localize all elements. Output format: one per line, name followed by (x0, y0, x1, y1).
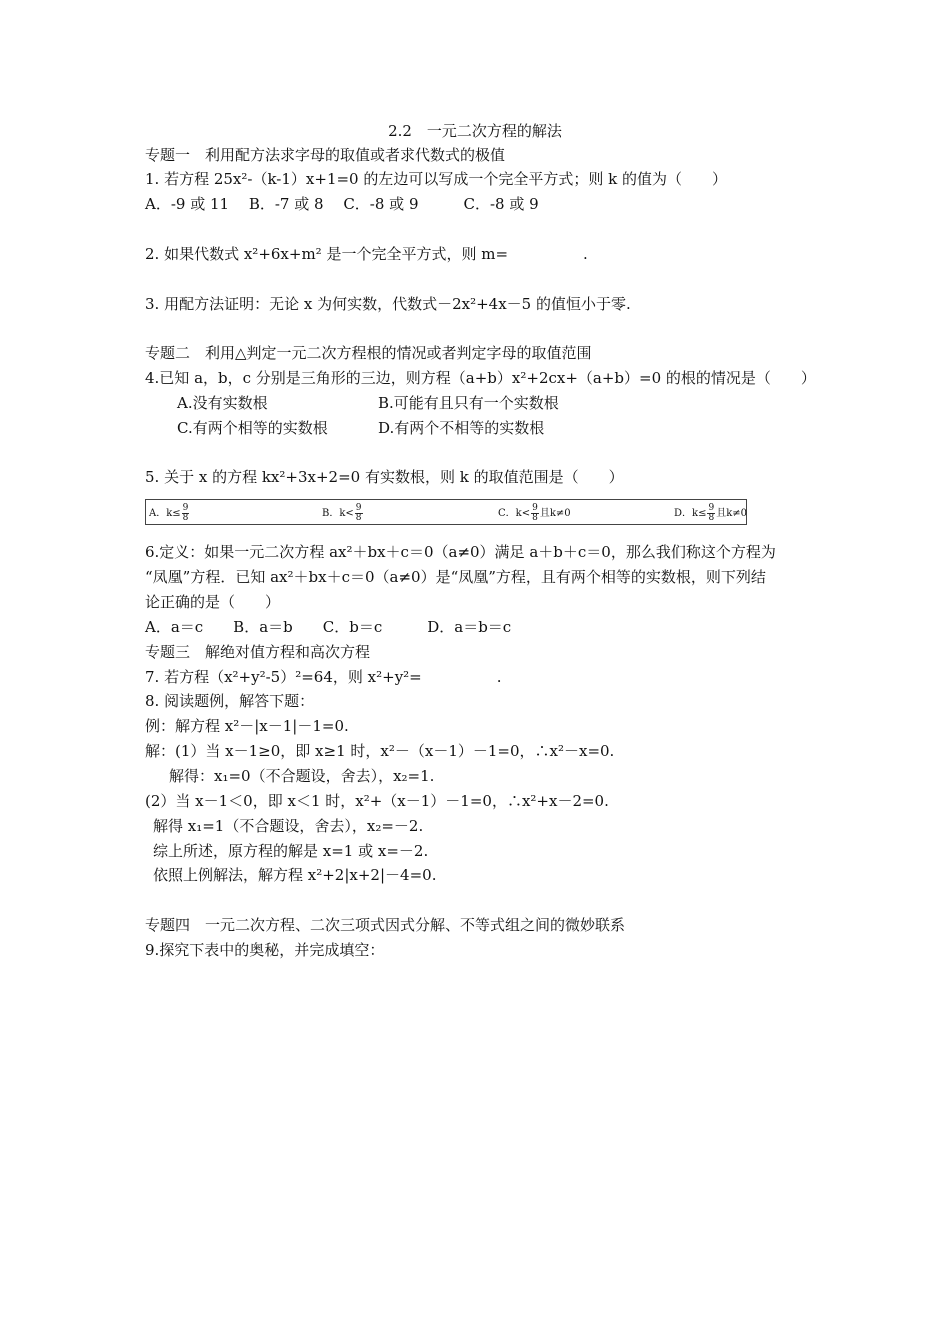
topic-4-heading: 专题四 一元二次方程、二次三项式因式分解、不等式组之间的微妙联系 (145, 916, 626, 934)
question-5-option-a: A．k≤ $\frac{9}{8}$ (149, 503, 189, 523)
topic-3-heading: 专题三 解绝对值方程和高次方程 (145, 643, 371, 661)
topic-2-heading: 专题二 利用△判定一元二次方程根的情况或者判定字母的取值范围 (145, 344, 592, 362)
question-8-solution-step-5: 综上所述，原方程的解是 x=1 或 x=－2. (153, 842, 429, 860)
question-3: 3. 用配方法证明：无论 x 为何实数，代数式－2x²+4x－5 的值恒小于零. (145, 295, 631, 313)
question-1: 1. 若方程 25x²-（k-1）x+1=0 的左边可以写成一个完全平方式；则 k 的值为（ ） (145, 170, 727, 188)
question-4: 4.已知 a，b，c 分别是三角形的三边，则方程（a+b）x²+2cx+（a+b）=0 的根的情况是（ ） (145, 369, 816, 387)
question-8-solution-step-1: 解：(1）当 x－1≥0，即 x≥1 时，x²－（x－1）－1=0，∴x²－x=0. (145, 742, 615, 760)
question-5-option-c: C．k< $\frac{9}{8}$ 且k≠0 (498, 503, 571, 523)
question-6-options: A．a＝c B．a＝b C．b＝c D．a＝b＝c (145, 618, 512, 636)
question-8: 8. 阅读题例，解答下题： (145, 692, 315, 710)
topic-1-heading: 专题一 利用配方法求字母的取值或者求代数式的极值 (145, 146, 506, 164)
question-4-option-c: C.有两个相等的实数根 (177, 419, 328, 437)
question-2: 2. 如果代数式 x²+6x+m² 是一个完全平方式，则 m= . (145, 245, 588, 263)
question-6-line-3: 论正确的是（ ） (145, 593, 281, 611)
page-title: 2.2 一元二次方程的解法 (388, 122, 562, 140)
question-8-solution-step-2: 解得：x₁=0（不合题设，舍去），x₂=1. (169, 767, 435, 785)
question-5-option-b: B．k< $\frac{9}{8}$ (322, 503, 362, 523)
question-4-option-b: B.可能有且只有一个实数根 (378, 394, 559, 412)
question-4-option-a: A.没有实数根 (177, 394, 268, 412)
question-9: 9.探究下表中的奥秘，并完成填空： (145, 941, 385, 959)
question-7: 7. 若方程（x²+y²-5）²=64，则 x²+y²= . (145, 668, 502, 686)
question-5-option-d: D．k≤ $\frac{9}{8}$ 且k≠0 (674, 503, 748, 523)
question-4-option-d: D.有两个不相等的实数根 (378, 419, 545, 437)
question-8-example: 例：解方程 x²－|x－1|－1=0. (145, 717, 349, 735)
question-8-solution-step-3: (2）当 x－1＜0，即 x＜1 时，x²+（x－1）－1=0，∴x²+x－2=0. (145, 792, 609, 810)
question-8-solution-step-4: 解得 x₁=1（不合题设，舍去），x₂=－2. (153, 817, 424, 835)
question-1-options: A．-9 或 11 B．-7 或 8 C．-8 或 9 C．-8 或 9 (145, 195, 539, 213)
question-5: 5. 关于 x 的方程 kx²+3x+2=0 有实数根，则 k 的取值范围是（ ） (145, 468, 624, 486)
question-6-line-1: 6.定义：如果一元二次方程 ax²＋bx＋c＝0（a≠0）满足 a＋b＋c＝0，那么我们称这个方程为 (145, 543, 776, 561)
question-5-options-box (145, 499, 747, 525)
question-8-task: 依照上例解法，解方程 x²+2|x+2|－4=0. (153, 866, 437, 884)
question-6-line-2: “凤凰”方程．已知 ax²＋bx＋c＝0（a≠0）是“凤凰”方程，且有两个相等的实数根，则下列结 (145, 568, 766, 586)
